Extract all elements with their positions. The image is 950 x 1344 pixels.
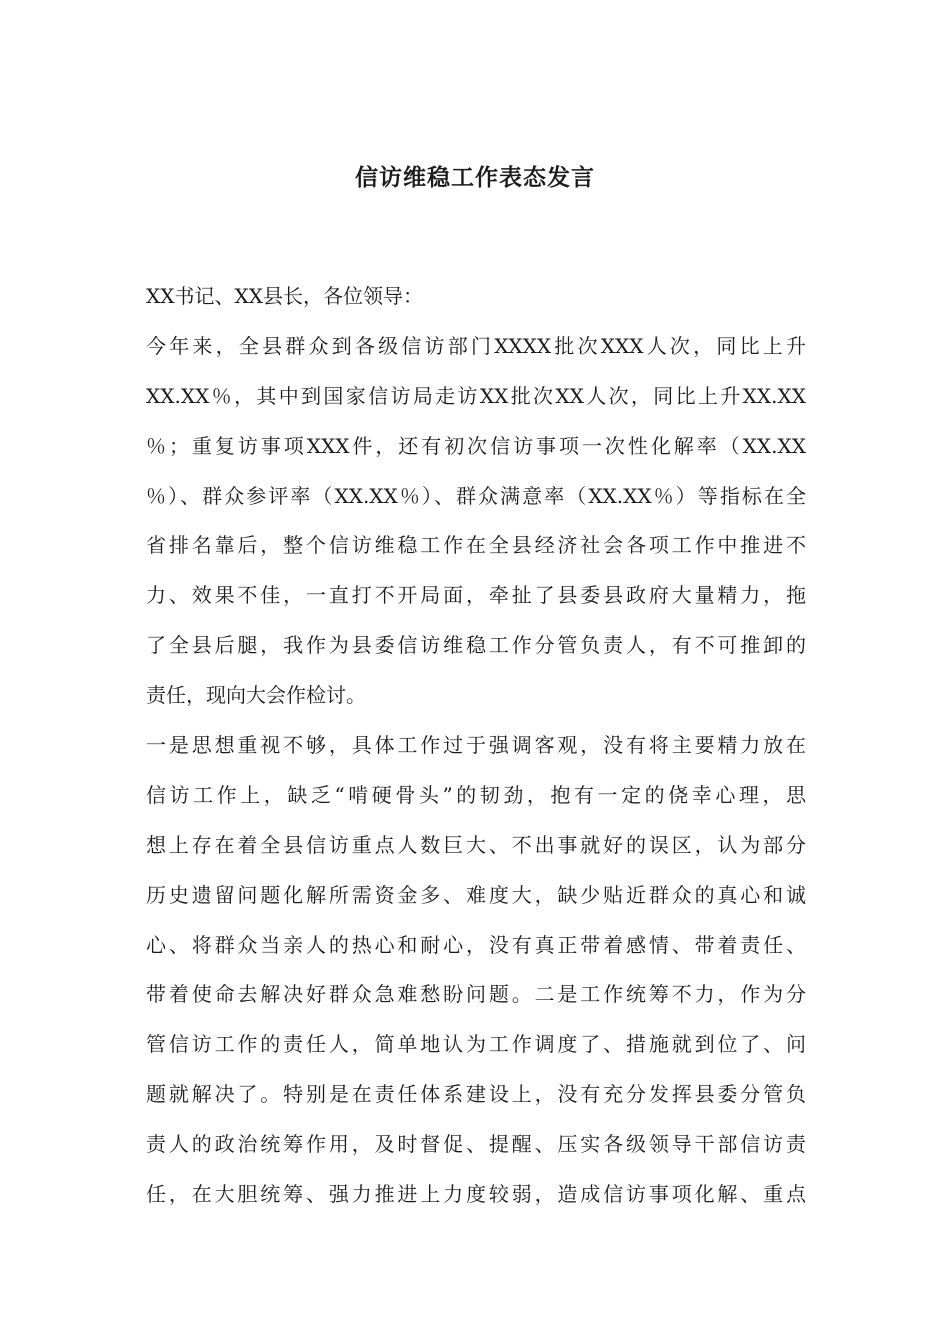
body-line: 信访工作上，缺乏“啃硬骨头”的韧劲，抱有一定的侥幸心理，思 — [146, 782, 806, 807]
body-line: 一是思想重视不够，具体工作过于强调客观，没有将主要精力放在 — [146, 733, 806, 758]
body-line: ％；重复访事项XXX件，还有初次信访事项一次性化解率（XX.XX — [146, 433, 806, 458]
body-line: 责任，现向大会作检讨。 — [146, 683, 366, 708]
document-body — [146, 272, 806, 1220]
body-line: 了全县后腿，我作为县委信访维稳工作分管负责人，有不可推卸的 — [146, 633, 806, 658]
body-line: XX.XX％，其中到国家信访局走访XX批次XX人次，同比上升XX.XX — [146, 383, 806, 408]
body-line: 历史遗留问题化解所需资金多、难度大，缺少贴近群众的真心和诚 — [146, 882, 806, 907]
body-line: 责人的政治统筹作用，及时督促、提醒、压实各级领导干部信访责 — [146, 1132, 806, 1157]
body-line: 题就解决了。特别是在责任体系建设上，没有充分发挥县委分管负 — [146, 1082, 806, 1107]
body-line: 省排名靠后，整个信访维稳工作在全县经济社会各项工作中推进不 — [146, 533, 806, 558]
body-line: 今年来，全县群众到各级信访部门XXXX批次XXX人次，同比上升 — [146, 333, 806, 358]
document-title: 信访维稳工作表态发言 — [355, 164, 595, 191]
body-line: 心、将群众当亲人的热心和耐心，没有真正带着感情、带着责任、 — [146, 932, 806, 957]
body-line: 带着使命去解决好群众急难愁盼问题。二是工作统筹不力，作为分 — [146, 982, 806, 1007]
body-line: 想上存在着全县信访重点人数巨大、不出事就好的误区，认为部分 — [146, 832, 806, 857]
body-line: 任，在大胆统筹、强力推进上力度较弱，造成信访事项化解、重点 — [146, 1182, 806, 1207]
salutation-line: XX书记、XX县长，各位领导： — [146, 284, 423, 308]
body-line: 管信访工作的责任人，简单地认为工作调度了、措施就到位了、问 — [146, 1032, 806, 1057]
body-line: 力、效果不佳，一直打不开局面，牵扯了县委县政府大量精力，拖 — [146, 583, 806, 608]
body-line: ％）、群众参评率（XX.XX％）、群众满意率（XX.XX％）等指标在全 — [146, 483, 806, 508]
